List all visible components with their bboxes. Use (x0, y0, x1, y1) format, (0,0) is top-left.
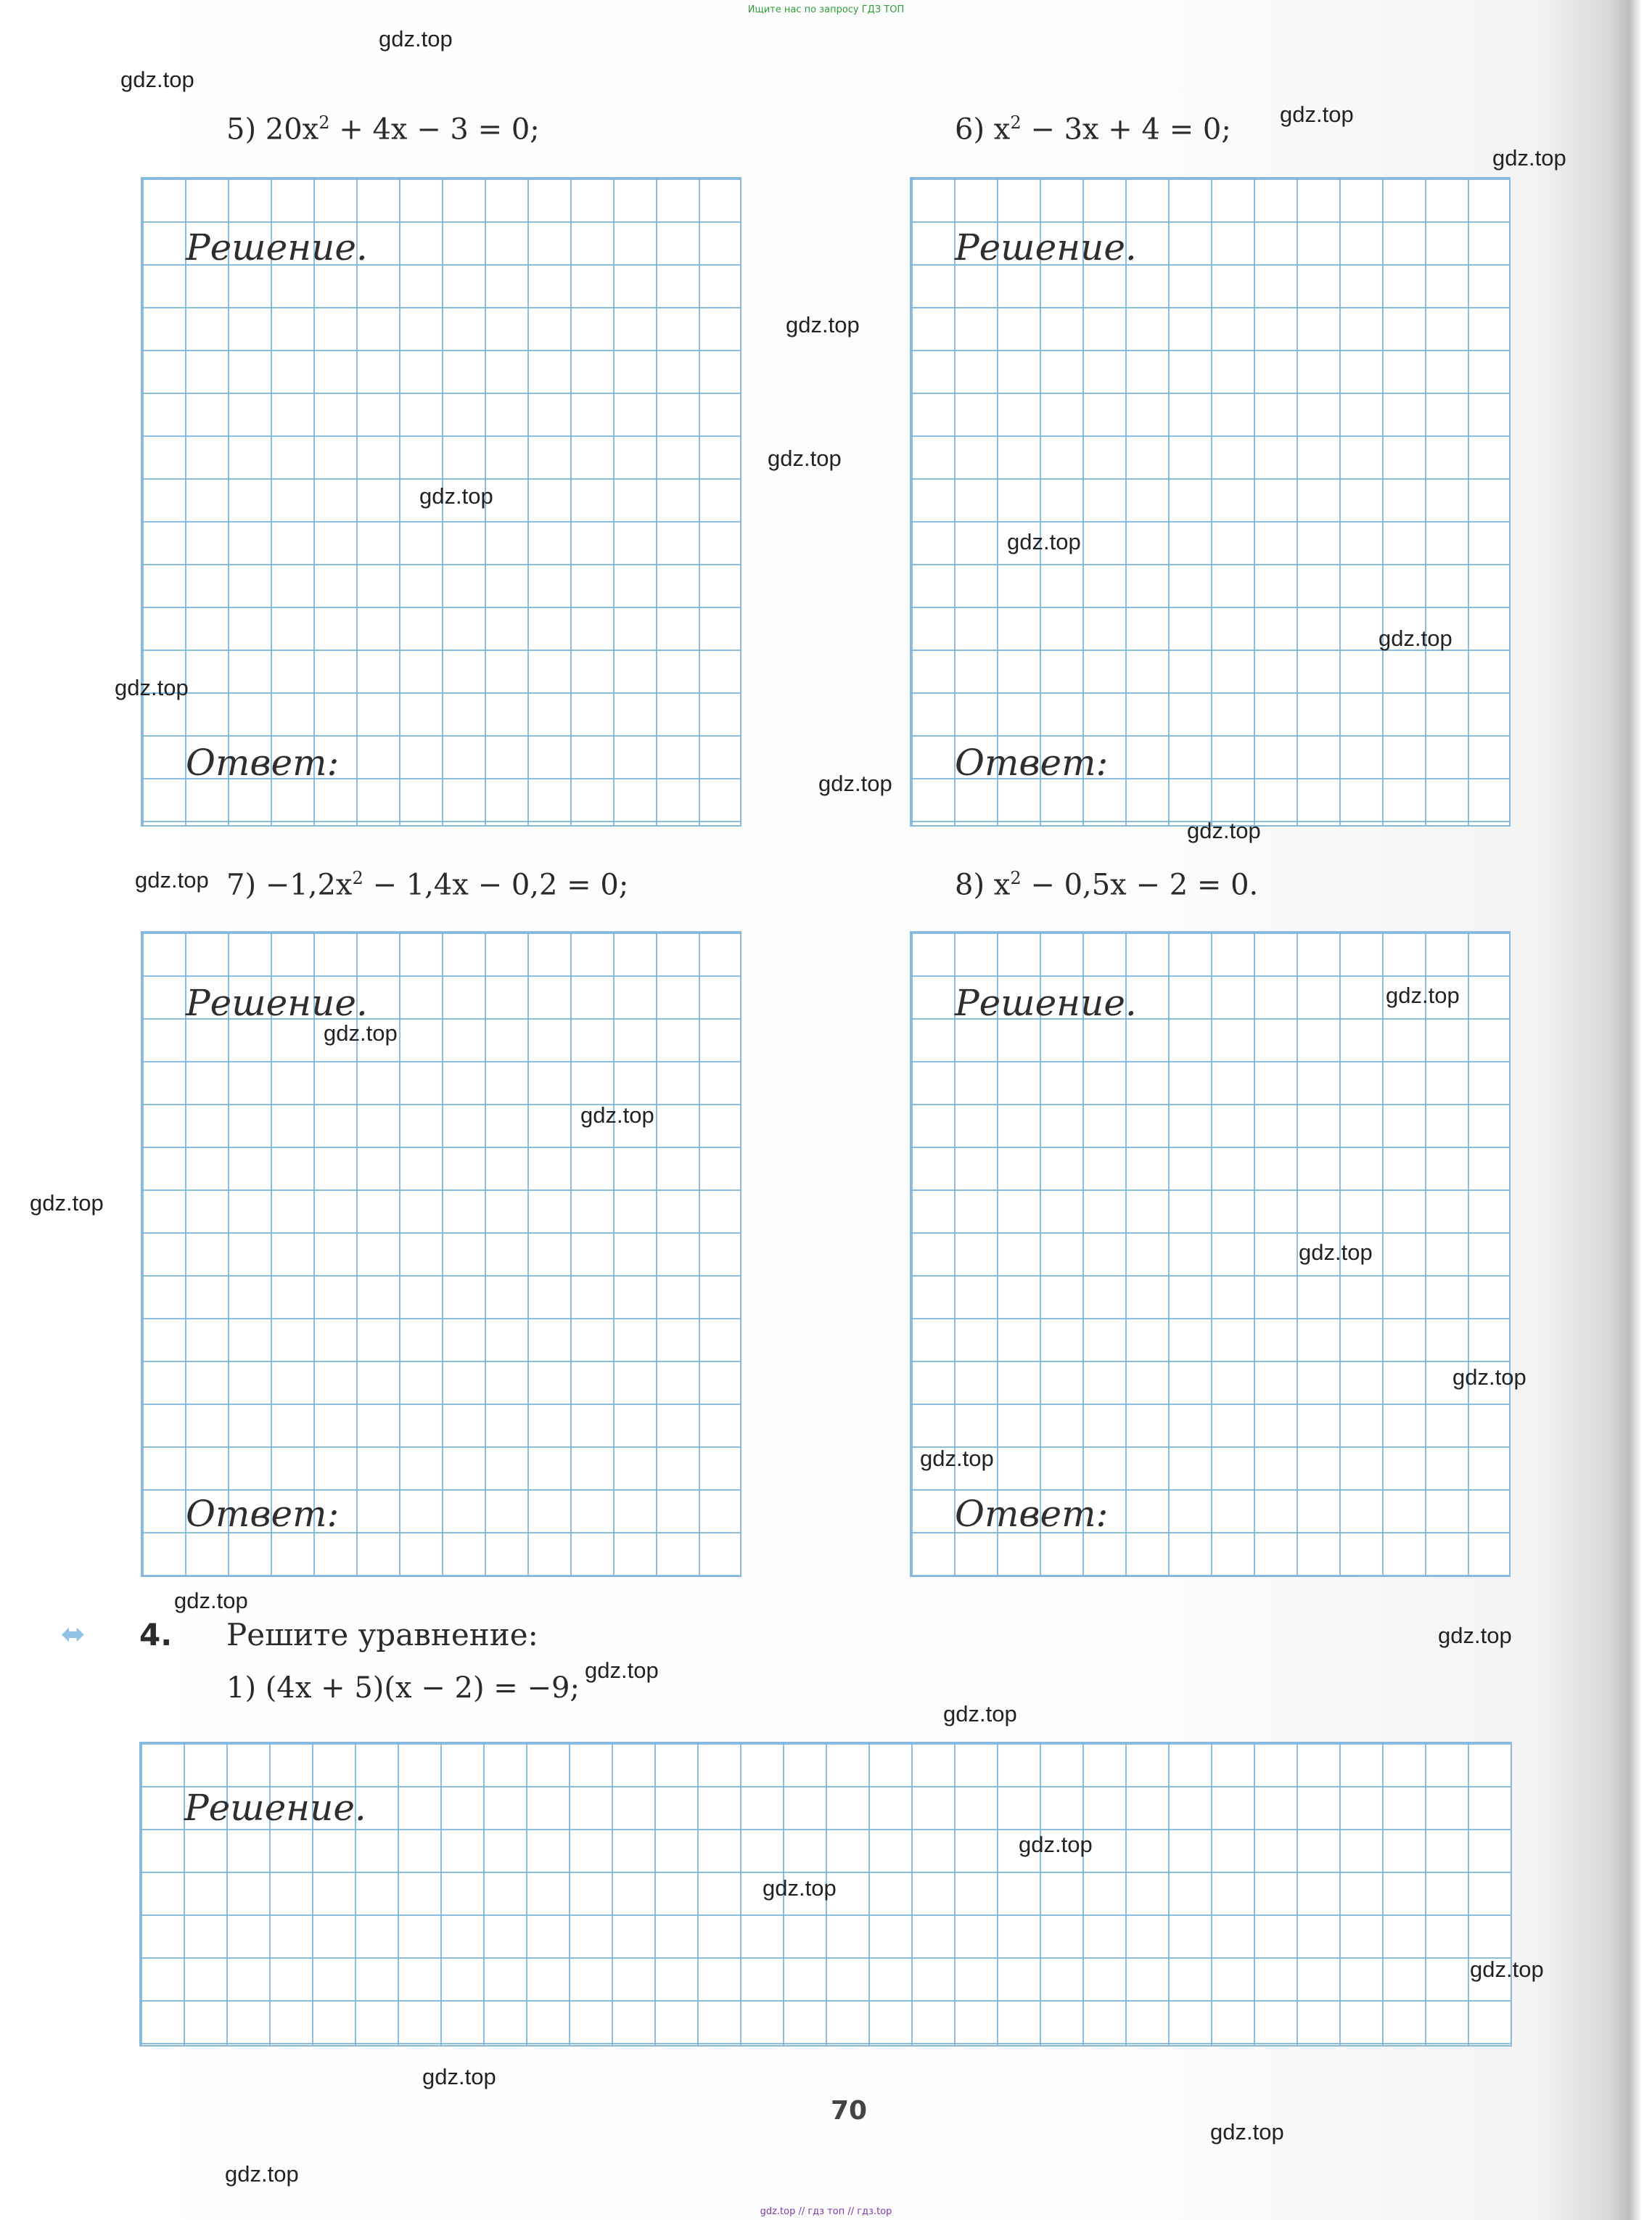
watermark: gdz.top (580, 1102, 654, 1128)
watermark: gdz.top (943, 1701, 1017, 1727)
equation-part: x (993, 112, 1011, 147)
exercise-number: 7) (226, 868, 257, 902)
watermark: gdz.top (1280, 102, 1354, 127)
answer-label: Ответ: (186, 742, 340, 784)
task4-item1-equation: 1) (4x + 5)(x − 2) = −9; (226, 1671, 580, 1705)
exercise-8-equation (955, 868, 1258, 901)
equation-part: − 1,4x − 0,2 = 0; (363, 868, 629, 902)
watermark: gdz.top (379, 26, 453, 52)
watermark: gdz.top (1210, 2119, 1284, 2145)
watermark: gdz.top (585, 1658, 659, 1683)
exercise-8-grid[interactable] (910, 931, 1511, 1577)
watermark: gdz.top (135, 867, 209, 893)
watermark: gdz.top (422, 2064, 496, 2089)
equation-part: 20x (265, 112, 319, 147)
solution-label: Решение. (186, 226, 368, 269)
watermark: gdz.top (818, 771, 892, 796)
watermark: gdz.top (1007, 529, 1081, 554)
equation-part: −1,2x (265, 868, 353, 902)
watermark: gdz.top (1438, 1623, 1512, 1648)
watermark: gdz.top (324, 1020, 398, 1046)
answer-label: Ответ: (955, 742, 1109, 784)
watermark: gdz.top (30, 1190, 104, 1216)
exercise-number: 5) (226, 112, 257, 147)
exponent: 2 (352, 868, 363, 888)
watermark: gdz.top (1299, 1240, 1373, 1265)
solution-label: Решение. (955, 226, 1137, 269)
exponent: 2 (319, 112, 330, 133)
watermark: gdz.top (120, 67, 194, 92)
watermark: gdz.top (1452, 1364, 1526, 1390)
watermark: gdz.top (768, 446, 842, 471)
exercise-7-grid[interactable] (141, 931, 741, 1577)
watermark: gdz.top (174, 1588, 248, 1613)
solution-label: Решение. (184, 1787, 366, 1829)
exercise-5-equation (226, 112, 540, 146)
answer-label: Ответ: (955, 1493, 1109, 1535)
answer-label: Ответ: (186, 1493, 340, 1535)
equation-part: + 4x − 3 = 0; (329, 112, 540, 147)
equation-part: − 0,5x − 2 = 0. (1021, 868, 1259, 902)
watermark: gdz.top (1492, 145, 1566, 171)
equation-part: − 3x + 4 = 0; (1021, 112, 1231, 147)
exercise-number: 6) (955, 112, 985, 147)
watermark: gdz.top (225, 2161, 299, 2187)
watermark: gdz.top (115, 675, 189, 700)
watermark: gdz.top (1470, 1957, 1544, 1982)
watermark: gdz.top (1019, 1832, 1093, 1857)
page-number: 70 (830, 2096, 868, 2126)
task-title: Решите уравнение: (226, 1617, 538, 1652)
exercise-6-grid[interactable] (910, 177, 1511, 827)
watermark: gdz.top (1187, 818, 1261, 843)
equation-part: x (993, 868, 1011, 902)
watermark: gdz.top (1386, 983, 1460, 1008)
exercise-number: 8) (955, 868, 985, 902)
double-arrow-icon: ⬌ (61, 1618, 86, 1651)
watermark: gdz.top (763, 1875, 837, 1901)
footer-note: gdz.top // гдз топ // гдз.top (760, 2206, 892, 2217)
exponent: 2 (1010, 112, 1022, 133)
task-number: 4. (139, 1617, 173, 1652)
header-note: Ищите нас по запросу ГДЗ ТОП (747, 4, 905, 15)
watermark: gdz.top (920, 1446, 994, 1471)
exercise-6-equation (955, 112, 1231, 146)
watermark: gdz.top (786, 312, 860, 337)
solution-label: Решение. (186, 982, 368, 1024)
watermark: gdz.top (1378, 626, 1452, 651)
exponent: 2 (1010, 868, 1022, 888)
solution-label: Решение. (955, 982, 1137, 1024)
exercise-7-equation (226, 868, 628, 901)
watermark: gdz.top (419, 483, 493, 509)
